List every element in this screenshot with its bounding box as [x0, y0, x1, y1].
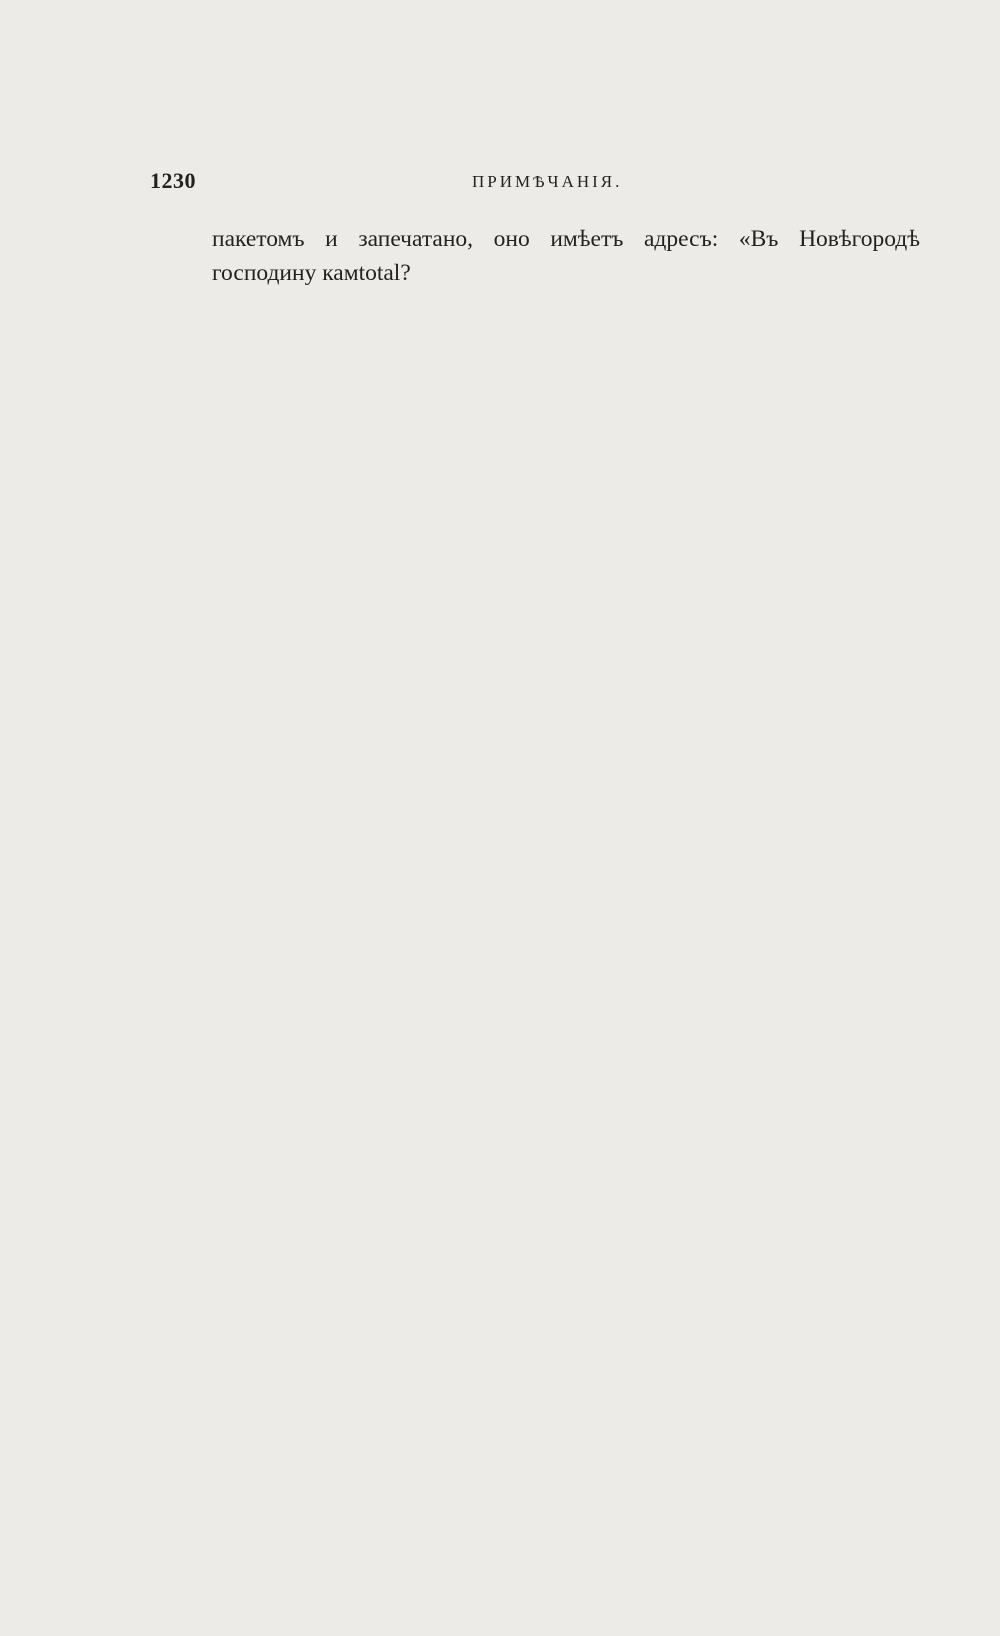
- body-text: [160, 222, 920, 296]
- page-number: 1230: [150, 168, 196, 193]
- running-head: [150, 168, 930, 198]
- section-title: ПРИМѢЧАНІЯ.: [472, 172, 623, 191]
- continuation-paragraph: пакетомъ и запечатано, оно имѣетъ адресъ: «Въ Новѣгородѣ господину камtotal?: [212, 226, 920, 286]
